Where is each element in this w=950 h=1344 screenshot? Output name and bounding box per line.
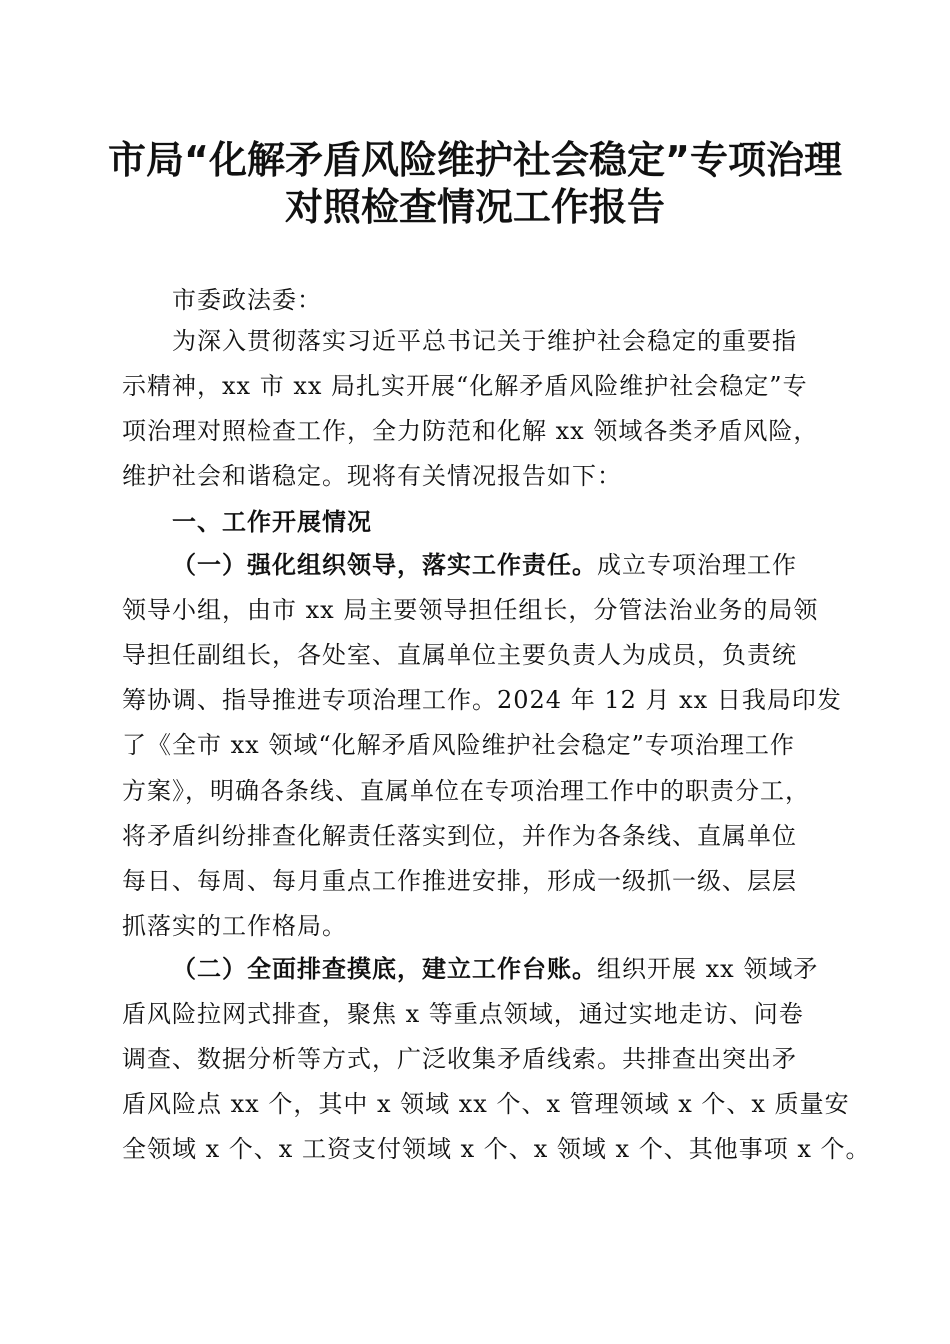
paragraph-line: 盾风险拉网式排查，聚焦 x 等重点领域，通过实地走访、问卷 [122, 1000, 804, 1028]
document-title-line-2: 对照检查情况工作报告 [284, 185, 665, 229]
paragraph-line: 将矛盾纠纷排查化解责任落实到位，并作为各条线、直属单位 [122, 822, 797, 850]
section-heading: 一、工作开展情况 [172, 508, 372, 536]
salutation: 市委政法委： [172, 286, 322, 314]
paragraph-line: 方案》，明确各条线、直属单位在专项治理工作中的职责分工， [122, 777, 810, 805]
subsection-heading: （二）全面排查摸底，建立工作台账。 [172, 954, 597, 983]
paragraph-line: 全领域 x 个、x 工资支付领域 x 个、x 领域 x 个、其他事项 x 个。 [122, 1135, 871, 1163]
intro-line: 示精神，xx 市 xx 局扎实开展“化解矛盾风险维护社会稳定”专 [122, 372, 808, 400]
paragraph-line: 了《全市 xx 领域“化解矛盾风险维护社会稳定”专项治理工作 [122, 731, 795, 759]
paragraph-line: 筹协调、指导推进专项治理工作。2024 年 12 月 xx 日我局印发 [122, 686, 842, 714]
paragraph-line: 每日、每周、每月重点工作推进安排，形成一级抓一级、层层 [122, 867, 797, 895]
subsection-first-line [172, 550, 797, 580]
intro-line: 为深入贯彻落实习近平总书记关于维护社会稳定的重要指 [172, 327, 797, 355]
paragraph-line: 导担任副组长，各处室、直属单位主要负责人为成员，负责统 [122, 641, 797, 669]
paragraph-text: 成立专项治理工作 [597, 551, 797, 579]
intro-line: 项治理对照检查工作，全力防范和化解 xx 领域各类矛盾风险， [122, 417, 819, 445]
paragraph-line: 抓落实的工作格局。 [122, 912, 347, 940]
paragraph-line: 盾风险点 xx 个，其中 x 领域 xx 个、x 管理领域 x 个、x 质量安 [122, 1090, 850, 1118]
document-title-line-1: 市局“化解矛盾风险维护社会稳定”专项治理 [108, 138, 842, 182]
subsection-first-line [172, 954, 818, 984]
paragraph-line: 调查、数据分析等方式，广泛收集矛盾线索。共排查出突出矛 [122, 1045, 797, 1073]
subsection-heading: （一）强化组织领导，落实工作责任。 [172, 550, 597, 579]
paragraph-text: 组织开展 xx 领域矛 [597, 955, 819, 983]
paragraph-line: 领导小组，由市 xx 局主要领导担任组长，分管法治业务的局领 [122, 596, 819, 624]
intro-line: 维护社会和谐稳定。现将有关情况报告如下： [122, 462, 622, 490]
